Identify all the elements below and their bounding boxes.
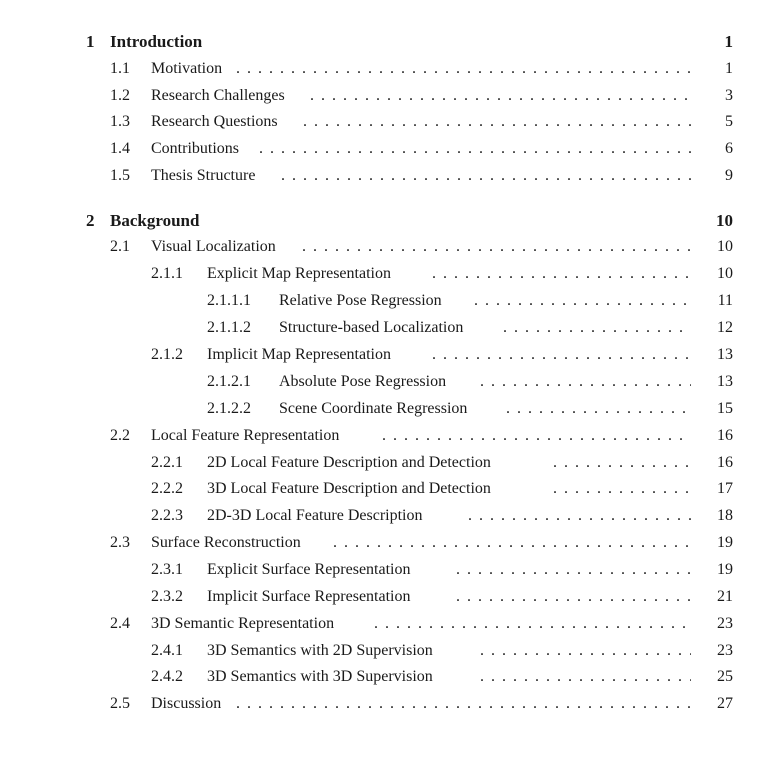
- toc-section-entry[interactable]: [0, 84, 777, 108]
- section-number: 2.4.1: [151, 642, 183, 659]
- leader-dots: [432, 343, 691, 367]
- section-title-text: 2D Local Feature Description and Detection: [207, 454, 497, 471]
- page-number: 21: [717, 588, 733, 605]
- page-number: 12: [717, 319, 733, 336]
- section-title-text: Surface Reconstruction: [151, 534, 307, 551]
- section-title: [151, 424, 345, 448]
- leader-dots: [236, 57, 691, 81]
- leader-dots: [456, 585, 691, 609]
- section-title-text: Research Challenges: [151, 87, 291, 104]
- leader-dots: [480, 665, 691, 689]
- section-title: [279, 397, 473, 421]
- page-number: 5: [725, 113, 733, 130]
- section-number: 1.5: [110, 167, 130, 184]
- section-number: 2.1.1.2: [207, 319, 251, 336]
- toc-chapter-introduction[interactable]: [0, 30, 777, 54]
- section-title: [151, 84, 291, 108]
- section-title-text: Implicit Map Representation: [207, 346, 397, 363]
- section-title-text: 3D Semantics with 2D Supervision: [207, 642, 439, 659]
- page-number: 9: [725, 167, 733, 184]
- section-number: 2.1.2: [151, 346, 183, 363]
- page-number: 10: [717, 238, 733, 255]
- toc-section-entry[interactable]: [0, 110, 777, 134]
- section-title: [207, 665, 439, 689]
- leader-dots: [281, 164, 691, 188]
- section-title-text: 3D Semantics with 3D Supervision: [207, 668, 439, 685]
- section-number: 2.1: [110, 238, 130, 255]
- section-title: [151, 110, 284, 134]
- section-title: [207, 639, 439, 663]
- leader-dots: [259, 137, 691, 161]
- toc-section-entry[interactable]: [0, 692, 777, 716]
- page-number: 10: [716, 211, 733, 230]
- section-title: [151, 612, 340, 636]
- section-title-text: 3D Semantic Representation: [151, 615, 340, 632]
- toc-section-entry[interactable]: [0, 164, 777, 188]
- section-title-text: Structure-based Localization: [279, 319, 469, 336]
- section-title: [207, 504, 428, 528]
- section-title: [151, 137, 245, 161]
- toc-subsection-entry[interactable]: [0, 477, 777, 501]
- section-title-text: Relative Pose Regression: [279, 292, 448, 309]
- leader-dots: [474, 289, 691, 313]
- section-number: 2.1.1.1: [207, 292, 251, 309]
- leader-dots: [302, 235, 691, 259]
- section-title: [207, 343, 397, 367]
- toc-subsection-entry[interactable]: [0, 343, 777, 367]
- section-title: [151, 692, 227, 716]
- leader-dots: [333, 531, 691, 555]
- section-title-text: Scene Coordinate Regression: [279, 400, 473, 417]
- section-number: 2.4: [110, 615, 130, 632]
- toc-subsubsection-entry[interactable]: [0, 370, 777, 394]
- section-title-text: Implicit Surface Representation: [207, 588, 416, 605]
- leader-dots: [480, 639, 691, 663]
- leader-dots: [303, 110, 691, 134]
- section-number: 2.2.3: [151, 507, 183, 524]
- leader-dots: [480, 370, 691, 394]
- toc-section-entry[interactable]: [0, 137, 777, 161]
- section-title-text: Local Feature Representation: [151, 427, 345, 444]
- section-number: 2.3: [110, 534, 130, 551]
- section-title-text: 3D Local Feature Description and Detection: [207, 480, 497, 497]
- section-title: [207, 477, 497, 501]
- toc-section-entry[interactable]: [0, 424, 777, 448]
- section-number: 2.1.1: [151, 265, 183, 282]
- section-title-text: Explicit Surface Representation: [207, 561, 416, 578]
- toc-subsubsection-entry[interactable]: [0, 397, 777, 421]
- section-number: 2.1.2.2: [207, 400, 251, 417]
- section-number: 2.1.2.1: [207, 373, 251, 390]
- section-title-text: Visual Localization: [151, 238, 282, 255]
- section-title: [151, 531, 307, 555]
- page-number: 19: [717, 561, 733, 578]
- section-title: [207, 451, 497, 475]
- section-number: 2.5: [110, 695, 130, 712]
- section-number: 2.2.2: [151, 480, 183, 497]
- page-number: 13: [717, 373, 733, 390]
- section-title-text: Thesis Structure: [151, 167, 261, 184]
- page-number: 19: [717, 534, 733, 551]
- toc-section-entry[interactable]: [0, 235, 777, 259]
- toc-subsection-entry[interactable]: [0, 451, 777, 475]
- leader-dots: [468, 504, 691, 528]
- section-title-text: Research Questions: [151, 113, 284, 130]
- page-number: 10: [717, 265, 733, 282]
- section-title-text: Absolute Pose Regression: [279, 373, 452, 390]
- section-title: [151, 57, 228, 81]
- leader-dots: [456, 558, 691, 582]
- section-title-text: Motivation: [151, 60, 228, 77]
- section-number: 2.3.1: [151, 561, 183, 578]
- leader-dots: [553, 477, 691, 501]
- toc-section-entry[interactable]: [0, 57, 777, 81]
- section-number: 2.2.1: [151, 454, 183, 471]
- section-title: [207, 558, 416, 582]
- toc-subsection-entry[interactable]: [0, 262, 777, 286]
- section-number: 2.3.2: [151, 588, 183, 605]
- page-number: 16: [717, 454, 733, 471]
- section-title: [207, 585, 416, 609]
- section-number: 1.1: [110, 60, 130, 77]
- section-number: 2.4.2: [151, 668, 183, 685]
- page-number: 1: [725, 60, 733, 77]
- leader-dots: [506, 397, 691, 421]
- section-title: [279, 370, 452, 394]
- page-number: 25: [717, 668, 733, 685]
- toc-subsection-entry[interactable]: [0, 585, 777, 609]
- section-title: [279, 316, 469, 340]
- section-title-text: Contributions: [151, 140, 245, 157]
- page-number: 18: [717, 507, 733, 524]
- page-number: 1: [724, 32, 733, 51]
- page-number: 16: [717, 427, 733, 444]
- section-title-text: 2D-3D Local Feature Description: [207, 507, 428, 524]
- toc-chapter-background[interactable]: [0, 209, 777, 233]
- page-number: 13: [717, 346, 733, 363]
- page-number: 17: [717, 480, 733, 497]
- chapter-title: Background: [110, 211, 200, 230]
- toc-subsection-entry[interactable]: [0, 665, 777, 689]
- section-number: 1.2: [110, 87, 130, 104]
- section-number: 1.3: [110, 113, 130, 130]
- leader-dots: [553, 451, 691, 475]
- chapter-title: Introduction: [110, 32, 203, 51]
- page-number: 6: [725, 140, 733, 157]
- page-number: 11: [717, 292, 733, 309]
- toc-section-entry[interactable]: [0, 612, 777, 636]
- toc-subsubsection-entry[interactable]: [0, 289, 777, 313]
- section-title: [279, 289, 448, 313]
- page-number: 3: [725, 87, 733, 104]
- page-number: 23: [717, 615, 733, 632]
- page-number: 23: [717, 642, 733, 659]
- toc-subsection-entry[interactable]: [0, 558, 777, 582]
- leader-dots: [382, 424, 691, 448]
- section-number: 1.4: [110, 140, 130, 157]
- section-number: 2.2: [110, 427, 130, 444]
- toc-subsubsection-entry[interactable]: [0, 316, 777, 340]
- toc-section-entry[interactable]: [0, 531, 777, 555]
- leader-dots: [310, 84, 691, 108]
- chapter-number: 2: [86, 211, 95, 230]
- section-title: [151, 164, 261, 188]
- leader-dots: [236, 692, 691, 716]
- section-title-text: Discussion: [151, 695, 227, 712]
- section-title-text: Explicit Map Representation: [207, 265, 397, 282]
- section-title: [151, 235, 282, 259]
- section-title: [207, 262, 397, 286]
- leader-dots: [374, 612, 691, 636]
- page-number: 15: [717, 400, 733, 417]
- leader-dots: [432, 262, 691, 286]
- page-number: 27: [717, 695, 733, 712]
- chapter-number: 1: [86, 32, 95, 51]
- toc-subsection-entry[interactable]: [0, 504, 777, 528]
- leader-dots: [503, 316, 691, 340]
- toc-subsection-entry[interactable]: [0, 639, 777, 663]
